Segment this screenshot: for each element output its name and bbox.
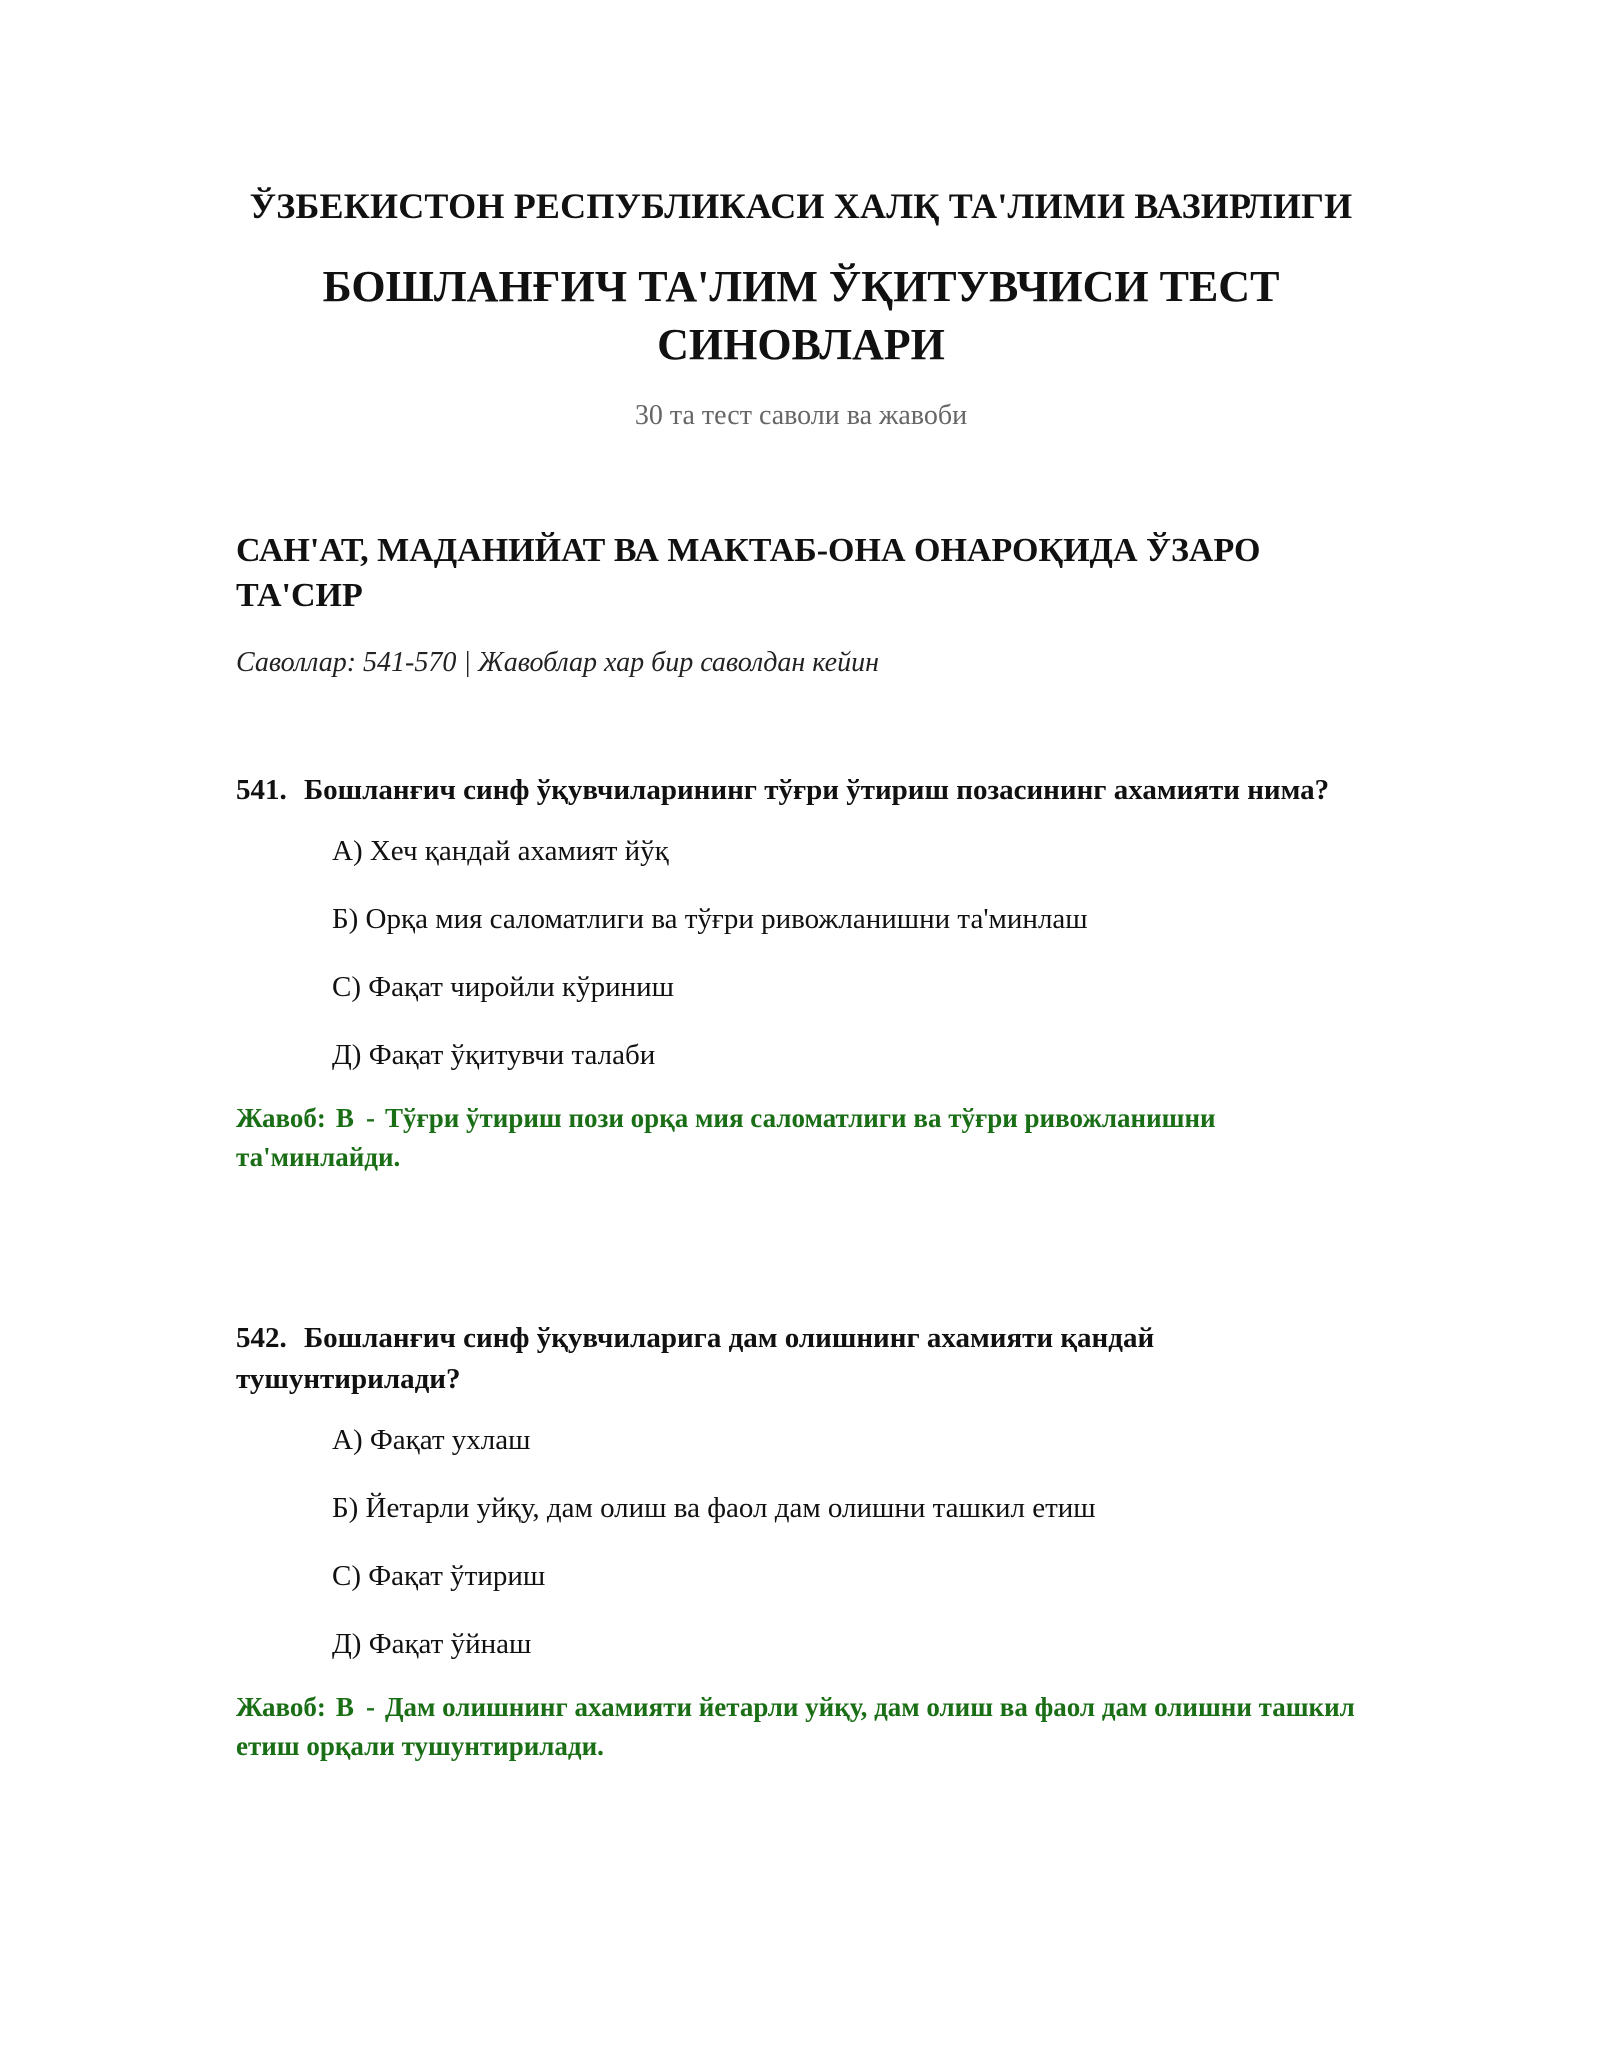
answer-letter: В [335,1692,354,1722]
options-list [332,833,1366,1073]
option-a: А) Фақат ухлаш [332,1424,531,1456]
question-body: Бошланғич синф ўқувчиларининг тўғри ўтириш позасининг ахамияти нима? [304,774,1330,806]
answer-dash: - [365,1103,375,1133]
answer-dash: - [365,1692,375,1722]
question-text [236,1318,1366,1400]
option-a: А) Хеч қандай ахамият йўқ [332,835,669,867]
question-number: 541. [236,774,287,806]
answer-text: Дам олишнинг ахамияти йетарли уйқу, дам олиш ва фаол дам олишни ташкил етиш орқали тушунтирилади. [236,1692,1355,1761]
options-list [332,1422,1366,1662]
option-d: Д) Фақат ўқитувчи талаби [332,1039,656,1071]
section-title: САН'АТ, МАДАНИЙАТ ВА МАКТАБ-ОНА ОНАРОҚИДА ЎЗАРО ТА'СИР [236,532,1261,614]
document-title: БОШЛАНҒИЧ ТА'ЛИМ ЎҚИТУВЧИСИ ТЕСТ СИНОВЛАРИ [322,262,1280,369]
answer-text: Тўғри ўтириш пози орқа мия саломатлиги ва тўғри ривожланишни та'минлайди. [236,1103,1216,1172]
question-541 [236,770,1366,1177]
question-body: Бошланғич синф ўқувчиларига дам олишнинг ахамияти қандай тушунтирилади? [236,1322,1155,1395]
question-text [236,770,1366,811]
section-meta: Саволлар: 541-570 | Жавоблар хар бир саволдан кейин [236,647,879,678]
answer [236,1688,1366,1766]
ministry-heading: ЎЗБЕКИСТОН РЕСПУБЛИКАСИ ХАЛҚ ТА'ЛИМИ ВАЗИРЛИГИ [249,186,1353,226]
answer-label: Жавоб: [236,1692,326,1722]
option-c: С) Фақат ўтириш [332,1560,546,1592]
answer [236,1099,1366,1177]
answer-letter: В [335,1103,354,1133]
option-b: Б) Йетарли уйқу, дам олиш ва фаол дам олишни ташкил етиш [332,1492,1096,1524]
option-c: С) Фақат чиройли кўриниш [332,971,675,1003]
document-subtitle: 30 та тест саволи ва жавоби [634,400,968,431]
option-d: Д) Фақат ўйнаш [332,1628,532,1660]
question-542 [236,1318,1366,1766]
option-b: Б) Орқа мия саломатлиги ва тўғри ривожланишни та'минлаш [332,903,1088,935]
question-number: 542. [236,1322,287,1354]
answer-label: Жавоб: [236,1103,326,1133]
